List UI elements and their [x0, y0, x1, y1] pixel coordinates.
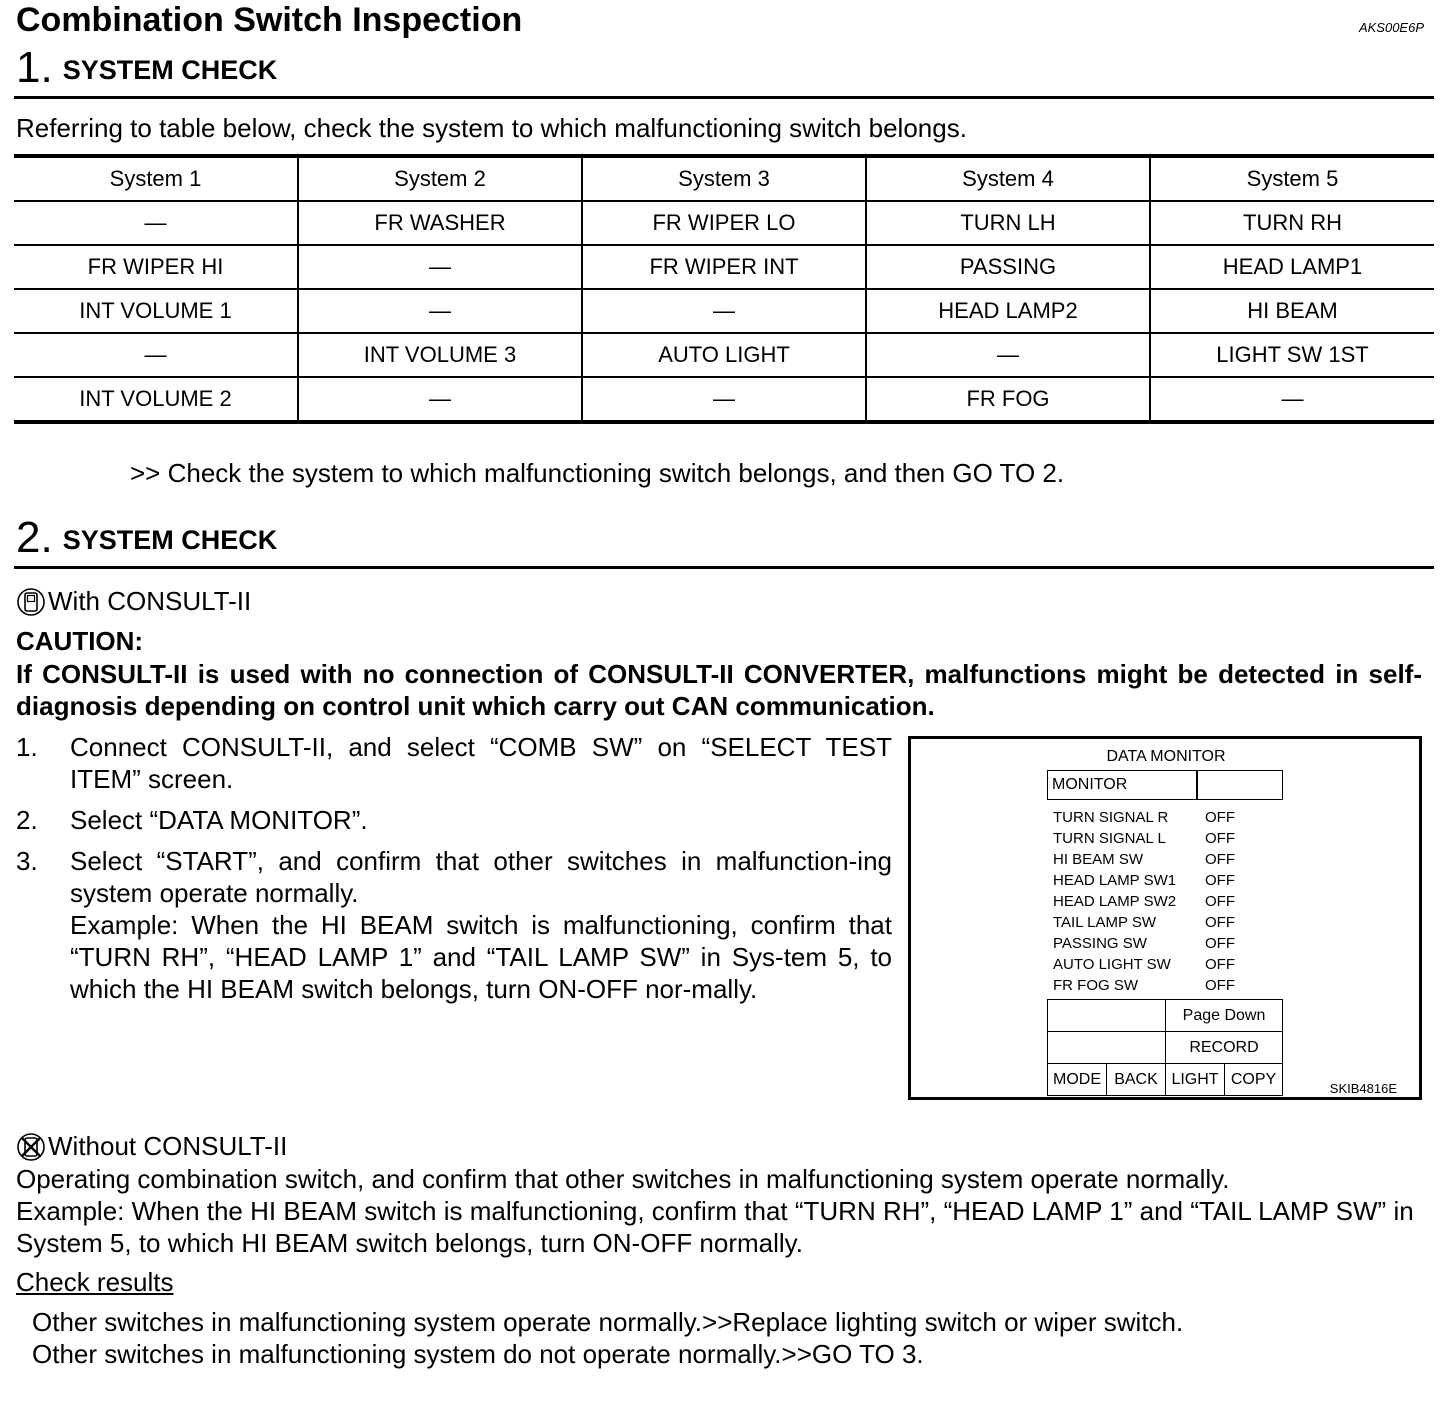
monitor-field-divider — [1196, 771, 1198, 799]
header-system-1: System 1 — [14, 156, 298, 201]
table-cell: AUTO LIGHT — [582, 333, 866, 377]
table-row — [14, 201, 1434, 245]
monitor-item-name: PASSING SW — [1053, 935, 1147, 952]
step-2-dot: . — [40, 513, 53, 562]
step-2-title: SYSTEM CHECK — [62, 525, 278, 555]
step-1-go-to: >> Check the system to which malfunctioning switch belongs, and then GO TO 2. — [130, 458, 1065, 488]
table-cell: — — [298, 377, 582, 422]
monitor-item-value: OFF — [1205, 809, 1235, 826]
table-cell: — — [298, 245, 582, 289]
table-row — [14, 333, 1434, 377]
monitor-row — [1053, 954, 1235, 975]
system-table-header-row — [14, 156, 1434, 201]
table-cell: INT VOLUME 2 — [14, 377, 298, 422]
step-text-block — [70, 845, 892, 1005]
page-title: Combination Switch Inspection — [16, 1, 523, 39]
table-row — [14, 245, 1434, 289]
monitor-item-name: HI BEAM SW — [1053, 851, 1144, 868]
list-item — [16, 845, 892, 1005]
monitor-row — [1053, 891, 1235, 912]
table-cell: FR WIPER LO — [582, 201, 866, 245]
monitor-item-value: OFF — [1205, 935, 1235, 952]
step-2-heading — [16, 510, 277, 560]
figure-code: SKIB4816E — [1329, 1081, 1397, 1096]
result-ng: Other switches in malfunctioning system do not operate normally.>>GO TO 3. — [32, 1339, 924, 1369]
monitor-item-value: OFF — [1205, 956, 1235, 973]
procedure-steps — [16, 731, 892, 1014]
step-2-number: 2 — [16, 513, 41, 562]
table-cell: — — [582, 289, 866, 333]
consult-tool-icon — [16, 587, 46, 617]
table-cell: LIGHT SW 1ST — [1150, 333, 1434, 377]
table-cell: — — [582, 377, 866, 422]
list-item — [16, 804, 892, 836]
without-consult-label: Without CONSULT-II — [48, 1131, 288, 1161]
monitor-row — [1053, 975, 1235, 996]
header-system-5: System 5 — [1150, 156, 1434, 201]
monitor-header-field — [1047, 770, 1283, 800]
monitor-item-name: AUTO LIGHT SW — [1053, 956, 1171, 973]
monitor-button-row — [1047, 1063, 1283, 1096]
table-cell: HI BEAM — [1150, 289, 1434, 333]
with-consult-label: With CONSULT-II — [48, 586, 252, 616]
record-button[interactable]: RECORD — [1165, 1032, 1283, 1063]
step-number: 1. — [16, 732, 38, 762]
monitor-button-row — [1047, 999, 1283, 1031]
monitor-row — [1053, 912, 1235, 933]
page-down-button[interactable]: Page Down — [1165, 1000, 1283, 1031]
header-system-3: System 3 — [582, 156, 866, 201]
monitor-title: DATA MONITOR — [1106, 748, 1226, 765]
table-cell: FR WIPER INT — [582, 245, 866, 289]
table-cell: — — [14, 201, 298, 245]
table-cell: TURN RH — [1150, 201, 1434, 245]
monitor-row — [1053, 849, 1235, 870]
monitor-row — [1053, 933, 1235, 954]
step-1-number: 1 — [16, 43, 41, 92]
table-cell: TURN LH — [866, 201, 1150, 245]
step-2-divider — [14, 566, 1434, 569]
back-button[interactable]: BACK — [1106, 1064, 1165, 1095]
table-cell: FR WIPER HI — [14, 245, 298, 289]
caution-text: If CONSULT-II is used with no connection of CONSULT-II CONVERTER, malfunctions might be detected in self-diagnosis depending on control unit which carry out CAN communication. — [16, 659, 1422, 721]
caution-label: CAUTION: — [16, 626, 144, 656]
monitor-item-name: TURN SIGNAL L — [1053, 830, 1166, 847]
monitor-item-value: OFF — [1205, 851, 1235, 868]
table-cell: — — [14, 333, 298, 377]
step-text: Select “DATA MONITOR”. — [70, 805, 368, 835]
result-ok: Other switches in malfunctioning system operate normally.>>Replace lighting switch or wiper switch. — [32, 1307, 1184, 1337]
monitor-row — [1053, 828, 1235, 849]
monitor-empty-cell — [1047, 1032, 1165, 1063]
monitor-field-label: MONITOR — [1052, 776, 1128, 793]
monitor-row — [1053, 870, 1235, 891]
step-text: Select “START”, and confirm that other switches in malfunction-ing system operate normally. — [70, 846, 892, 908]
monitor-item-value: OFF — [1205, 872, 1235, 889]
monitor-item-list — [1053, 807, 1235, 996]
header-system-4: System 4 — [866, 156, 1150, 201]
system-table — [14, 154, 1434, 424]
without-consult-line — [16, 1131, 287, 1162]
monitor-button-grid — [1047, 999, 1283, 1096]
table-cell: INT VOLUME 1 — [14, 289, 298, 333]
data-monitor-figure — [908, 736, 1422, 1100]
monitor-item-name: TURN SIGNAL R — [1053, 809, 1169, 826]
without-consult-example: Example: When the HI BEAM switch is malfunctioning, confirm that “TURN RH”, “HEAD LAMP 1” and “TAIL LAMP SW” in System 5, to which HI BEAM switch belongs, turn ON-OFF normally. — [16, 1196, 1414, 1258]
monitor-item-value: OFF — [1205, 977, 1235, 994]
step-1-dot: . — [40, 43, 53, 92]
document-code: AKS00E6P — [1358, 20, 1424, 35]
monitor-empty-cell — [1047, 1000, 1165, 1031]
step-1-title: SYSTEM CHECK — [62, 55, 278, 85]
table-cell: — — [298, 289, 582, 333]
monitor-item-value: OFF — [1205, 830, 1235, 847]
step-text: Connect CONSULT-II, and select “COMB SW” on “SELECT TEST ITEM” screen. — [70, 732, 892, 794]
table-cell: FR WASHER — [298, 201, 582, 245]
monitor-item-name: FR FOG SW — [1053, 977, 1138, 994]
step-1-heading — [16, 40, 277, 90]
step-1-divider — [14, 96, 1434, 99]
table-cell: — — [1150, 377, 1434, 422]
step-example: Example: When the HI BEAM switch is malfunctioning, confirm that “TURN RH”, “HEAD LAMP 1” and “TAIL LAMP SW” in Sys-tem 5, to which the HI BEAM switch belongs, turn ON-OFF nor-mally. — [70, 910, 892, 1004]
table-cell: FR FOG — [866, 377, 1150, 422]
monitor-item-name: TAIL LAMP SW — [1053, 914, 1157, 931]
copy-button[interactable]: COPY — [1224, 1064, 1283, 1095]
monitor-item-value: OFF — [1205, 914, 1235, 931]
check-results-label: Check results — [16, 1267, 174, 1297]
mode-button[interactable]: MODE — [1047, 1064, 1106, 1095]
header-system-2: System 2 — [298, 156, 582, 201]
step-number: 3. — [16, 846, 38, 876]
monitor-item-value: OFF — [1205, 893, 1235, 910]
monitor-item-name: HEAD LAMP SW1 — [1053, 872, 1177, 889]
table-cell: INT VOLUME 3 — [298, 333, 582, 377]
table-cell: PASSING — [866, 245, 1150, 289]
without-consult-instruction: Operating combination switch, and confirm that other switches in malfunctioning system operate normally. — [16, 1164, 1230, 1194]
table-cell: HEAD LAMP2 — [866, 289, 1150, 333]
table-cell: — — [866, 333, 1150, 377]
without-consult-text — [16, 1163, 1422, 1259]
no-consult-tool-icon — [16, 1132, 46, 1162]
monitor-row — [1053, 807, 1235, 828]
with-consult-line — [16, 586, 251, 617]
monitor-button-row — [1047, 1031, 1283, 1063]
step-number: 2. — [16, 805, 38, 835]
light-button[interactable]: LIGHT — [1165, 1064, 1224, 1095]
table-cell: HEAD LAMP1 — [1150, 245, 1434, 289]
table-row — [14, 377, 1434, 422]
monitor-item-name: HEAD LAMP SW2 — [1053, 893, 1177, 910]
table-row — [14, 289, 1434, 333]
list-item — [16, 731, 892, 795]
step-1-intro: Referring to table below, check the system to which malfunctioning switch belongs. — [16, 113, 967, 143]
